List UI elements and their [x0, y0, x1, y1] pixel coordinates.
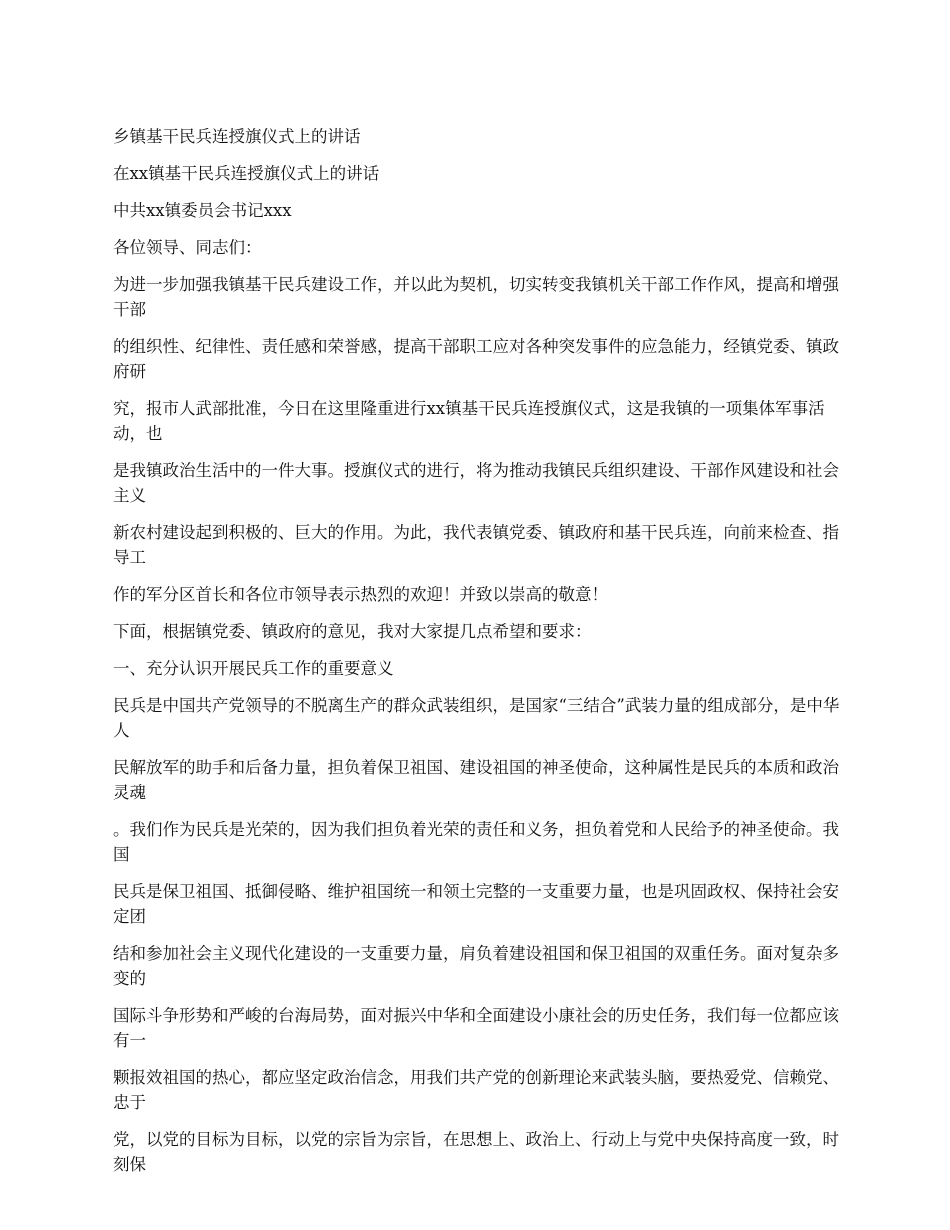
body-paragraph: 颗报效祖国的热心，都应坚定政治信念，用我们共产党的创新理论来武装头脑，要热爱党、信赖党、忠于	[113, 1068, 839, 1112]
body-paragraph: 。我们作为民兵是光荣的，因为我们担负着光荣的责任和义务，担负着党和人民给予的神圣使命。我国	[113, 820, 839, 864]
body-paragraph: 国际斗争形势和严峻的台海局势，面对振兴中华和全面建设小康社会的历史任务，我们每一位都应该有一	[113, 1006, 839, 1050]
body-paragraph: 下面，根据镇党委、镇政府的意见，我对大家提几点希望和要求：	[113, 622, 592, 641]
body-paragraph: 民兵是中国共产党领导的不脱离生产的群众武装组织，是国家“三结合”武装力量的组成部分，是中华人	[113, 696, 840, 740]
body-paragraph: 民兵是保卫祖国、抵御侵略、维护祖国统一和领土完整的一支重要力量，也是巩固政权、保持社会安定团	[113, 882, 839, 926]
body-paragraph: 是我镇政治生活中的一件大事。授旗仪式的进行，将为推动我镇民兵组织建设、干部作风建设和社会主义	[113, 461, 839, 505]
body-paragraph: 的组织性、纪律性、责任感和荣誉感，提高干部职工应对各种突发事件的应急能力，经镇党委、镇政府研	[113, 337, 839, 381]
body-paragraph: 为进一步加强我镇基干民兵建设工作，并以此为契机，切实转变我镇机关干部工作作风，提高和增强干部	[113, 275, 839, 319]
document-title: 乡镇基干民兵连授旗仪式上的讲话	[113, 127, 361, 146]
speaker-line: 中共xx镇委员会书记xxx	[113, 201, 292, 220]
body-paragraph: 党，以党的目标为目标，以党的宗旨为宗旨，在思想上、政治上、行动上与党中央保持高度一致，时刻保	[113, 1130, 839, 1174]
salutation: 各位领导、同志们：	[113, 238, 262, 257]
body-paragraph: 民解放军的助手和后备力量，担负着保卫祖国、建设祖国的神圣使命，这种属性是民兵的本质和政治灵魂	[113, 758, 839, 802]
body-paragraph: 作的军分区首长和各位市领导表示热烈的欢迎！并致以崇高的敬意！	[113, 585, 608, 604]
section-heading: 一、充分认识开展民兵工作的重要意义	[113, 659, 394, 678]
body-paragraph: 新农村建设起到积极的、巨大的作用。为此，我代表镇党委、镇政府和基干民兵连，向前来检查、指导工	[113, 523, 839, 567]
body-paragraph: 究，报市人武部批准，今日在这里隆重进行xx镇基干民兵连授旗仪式，这是我镇的一项集体军事活动，也	[113, 399, 825, 443]
body-paragraph: 结和参加社会主义现代化建设的一支重要力量，肩负着建设祖国和保卫祖国的双重任务。面对复杂多变的	[113, 944, 839, 988]
speech-title: 在xx镇基干民兵连授旗仪式上的讲话	[113, 164, 380, 183]
